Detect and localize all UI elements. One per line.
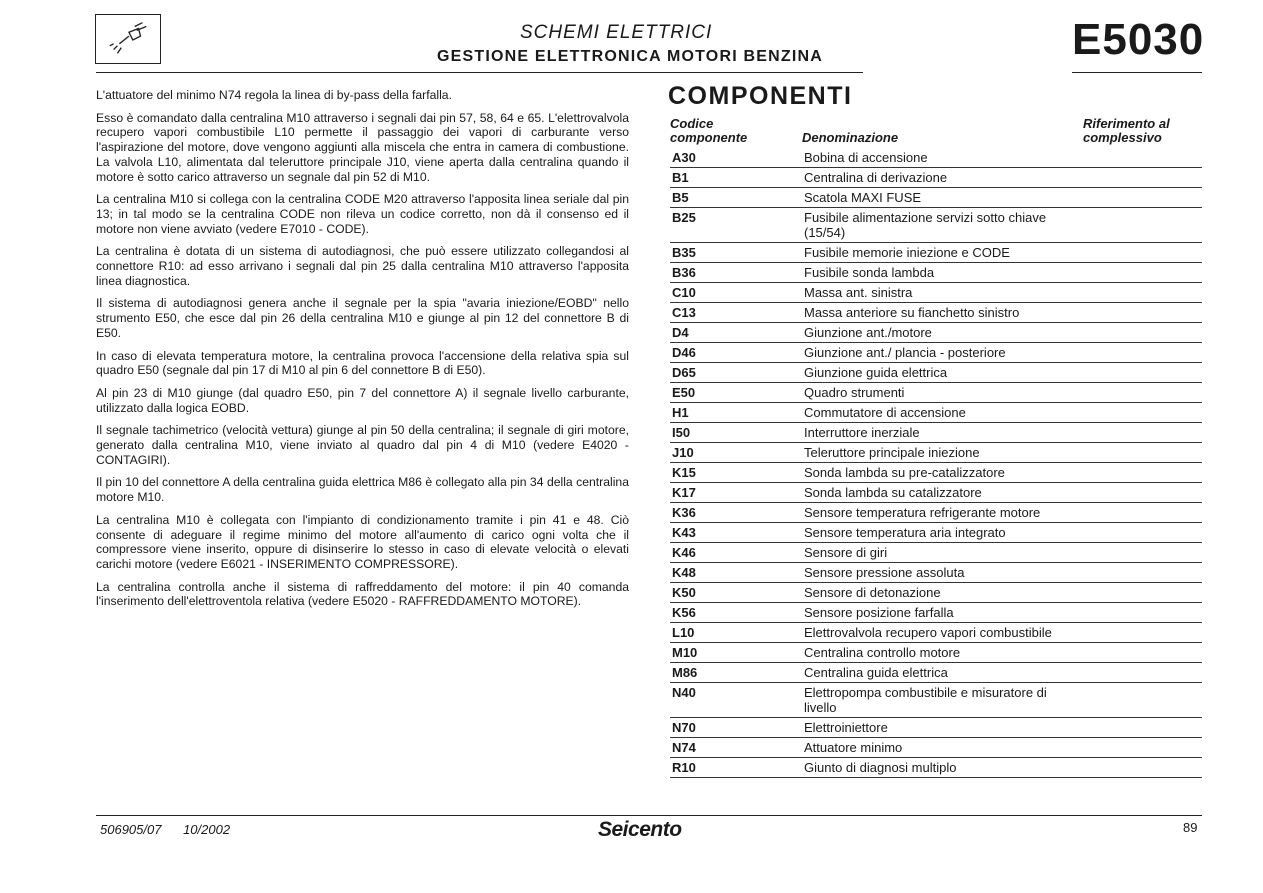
component-reference [1072, 385, 1202, 400]
table-row [670, 563, 1202, 583]
table-row [670, 663, 1202, 683]
component-name: Centralina guida elettrica [804, 665, 948, 680]
component-reference [1072, 665, 1202, 680]
component-reference [1072, 345, 1202, 360]
component-code: D46 [672, 345, 696, 360]
component-reference [1072, 605, 1202, 620]
component-name: Centralina controllo motore [804, 645, 961, 660]
component-code: M86 [672, 665, 698, 680]
table-row [670, 718, 1202, 738]
component-name: Massa anteriore su fianchetto sinistro [804, 305, 1020, 320]
page-subtitle: GESTIONE ELETTRONICA MOTORI BENZINA [437, 48, 824, 65]
component-reference [1072, 170, 1202, 185]
electrical-plug-icon [95, 14, 161, 64]
paragraph: La centralina M10 si collega con la centralina CODE M20 attraverso l'apposita linea seriale dal pin 13; in tal modo se la centralina CODE non rileva un codice corretto, non dà il consenso ed il motore non viene avviato (vedere E7010 - CODE). [96, 192, 629, 236]
component-name: Sonda lambda su pre-catalizzatore [804, 465, 1005, 480]
paragraph: Il segnale tachimetrico (velocità vettura) giunge al pin 50 della centralina; il segnale di giri motore, generato dalla centralina M10, viene inviato al quadro dal pin 4 di M10 (vedere E4020 - CONTAGIRI). [96, 423, 629, 467]
component-code: K15 [672, 465, 696, 480]
component-code: H1 [672, 405, 689, 420]
component-name: Sensore temperatura refrigerante motore [804, 505, 1041, 520]
table-row [670, 383, 1202, 403]
component-code: K48 [672, 565, 696, 580]
table-row [670, 423, 1202, 443]
component-reference [1072, 285, 1202, 300]
component-code: B36 [672, 265, 696, 280]
component-code: I50 [672, 425, 691, 440]
component-reference [1072, 585, 1202, 600]
component-reference [1072, 525, 1202, 540]
component-code: K50 [672, 585, 696, 600]
component-name: Quadro strumenti [804, 385, 905, 400]
table-row [670, 188, 1202, 208]
component-code: N40 [672, 685, 696, 700]
table-row [670, 583, 1202, 603]
component-reference [1072, 210, 1202, 240]
component-name: Scatola MAXI FUSE [804, 190, 922, 205]
component-name: Sensore di detonazione [804, 585, 941, 600]
component-name: Fusibile memorie iniezione e CODE [804, 245, 1010, 260]
table-row [670, 503, 1202, 523]
component-name: Sensore temperatura aria integrato [804, 525, 1006, 540]
table-row [670, 738, 1202, 758]
component-code: N70 [672, 720, 696, 735]
document-number: 506905/07 [100, 822, 162, 837]
description-text [96, 88, 629, 617]
component-name: Fusibile sonda lambda [804, 265, 935, 280]
table-row [670, 523, 1202, 543]
component-reference [1072, 625, 1202, 640]
component-name: Attuatore minimo [804, 740, 903, 755]
table-row [670, 623, 1202, 643]
component-reference [1072, 150, 1202, 165]
table-row [670, 263, 1202, 283]
column-header-ref: Riferimento al complessivo [1083, 116, 1170, 145]
document-code: E5030 [1072, 15, 1205, 64]
table-row [670, 483, 1202, 503]
component-code: B5 [672, 190, 689, 205]
footer-info [100, 822, 248, 837]
component-reference [1072, 245, 1202, 260]
component-reference [1072, 740, 1202, 755]
page-title: SCHEMI ELETTRICI [520, 22, 713, 43]
table-row [670, 463, 1202, 483]
component-code: K17 [672, 485, 696, 500]
table-row [670, 168, 1202, 188]
component-code: C10 [672, 285, 696, 300]
component-code: B25 [672, 210, 696, 225]
component-code: K56 [672, 605, 696, 620]
table-row [670, 403, 1202, 423]
component-code: C13 [672, 305, 696, 320]
component-reference [1072, 465, 1202, 480]
component-reference [1072, 565, 1202, 580]
table-row [670, 758, 1202, 778]
component-name: Commutatore di accensione [804, 405, 966, 420]
component-reference [1072, 190, 1202, 205]
paragraph: Esso è comandato dalla centralina M10 attraverso i segnali dai pin 57, 58, 64 e 65. L'elettrovalvola recupero vapori combustibile L10 permette il passaggio dei vapori di carburante verso l'aspirazione del motore, dove vengono aggiunti alla miscela che entra in camera di combustione. La valvola L10, alimentata dal teleruttore principale J10, viene aperta dalla centralina quando il motore è sotto carico attraverso un segnale dal pin 52 di M10. [96, 110, 629, 184]
component-reference [1072, 425, 1202, 440]
paragraph: Al pin 23 di M10 giunge (dal quadro E50, pin 7 del connettore A) il segnale livello carburante, utilizzato dalla logica EOBD. [96, 385, 629, 415]
component-name: Sensore posizione farfalla [804, 605, 954, 620]
component-name: Sonda lambda su catalizzatore [804, 485, 982, 500]
component-code: J10 [672, 445, 694, 460]
paragraph: Il pin 10 del connettore A della centralina guida elettrica M86 è collegato alla pin 34 della centralina motore M10. [96, 475, 629, 505]
paragraph: La centralina controlla anche il sistema di raffreddamento del motore: il pin 40 comanda l'inserimento dell'elettroventola relativa (vedere E5020 - RAFFREDDAMENTO MOTORE). [96, 579, 629, 609]
table-row [670, 323, 1202, 343]
document-date: 10/2002 [183, 822, 231, 837]
table-row [670, 683, 1202, 718]
component-reference [1072, 365, 1202, 380]
table-row [670, 643, 1202, 663]
component-code: N74 [672, 740, 696, 755]
component-reference [1072, 485, 1202, 500]
component-name: Interruttore inerziale [804, 425, 920, 440]
footer-rule [96, 815, 1202, 816]
header-rule-right [1072, 72, 1202, 73]
table-row [670, 148, 1202, 168]
component-code: L10 [672, 625, 695, 640]
component-code: D65 [672, 365, 696, 380]
component-name: Giunzione ant./motore [804, 325, 932, 340]
component-name: Bobina di accensione [804, 150, 928, 165]
component-name: Sensore di giri [804, 545, 888, 560]
column-header-code: Codice componente [670, 116, 748, 145]
component-name: Giunzione guida elettrica [804, 365, 948, 380]
column-header-name: Denominazione [802, 130, 899, 145]
components-table [670, 148, 1202, 778]
component-reference [1072, 505, 1202, 520]
table-row [670, 283, 1202, 303]
component-name: Sensore pressione assoluta [804, 565, 965, 580]
table-row [670, 343, 1202, 363]
component-name: Elettropompa combustibile e misuratore di livello [804, 685, 1047, 715]
brand-logo: Seicento [598, 818, 682, 841]
component-code: D4 [672, 325, 689, 340]
component-name: Elettrovalvola recupero vapori combustibile [804, 625, 1052, 640]
component-code: K36 [672, 505, 696, 520]
table-row [670, 543, 1202, 563]
paragraph: Il sistema di autodiagnosi genera anche il segnale per la spia "avaria iniezione/EOBD" nello strumento E50, che esce dal pin 26 della centralina M10 e giunge al pin 12 del connettore B di E50. [96, 296, 629, 340]
component-code: R10 [672, 760, 696, 775]
component-reference [1072, 545, 1202, 560]
component-name: Teleruttore principale iniezione [804, 445, 980, 460]
component-name: Massa ant. sinistra [804, 285, 913, 300]
table-row [670, 303, 1202, 323]
component-reference [1072, 685, 1202, 715]
component-code: M10 [672, 645, 698, 660]
component-code: K46 [672, 545, 696, 560]
table-row [670, 443, 1202, 463]
table-row [670, 363, 1202, 383]
table-row [670, 603, 1202, 623]
component-code: K43 [672, 525, 696, 540]
component-reference [1072, 405, 1202, 420]
component-reference [1072, 720, 1202, 735]
component-name: Giunzione ant./ plancia - posteriore [804, 345, 1006, 360]
table-row [670, 243, 1202, 263]
component-reference [1072, 645, 1202, 660]
component-reference [1072, 325, 1202, 340]
page-number: 89 [1183, 820, 1198, 835]
component-code: E50 [672, 385, 696, 400]
component-name: Fusibile alimentazione servizi sotto chiave (15/54) [804, 210, 1047, 240]
component-code: A30 [672, 150, 696, 165]
component-reference [1072, 760, 1202, 775]
components-heading: COMPONENTI [668, 82, 853, 110]
header-rule-left [96, 72, 863, 73]
table-row [670, 208, 1202, 243]
component-name: Elettroiniettore [804, 720, 888, 735]
component-name: Centralina di derivazione [804, 170, 948, 185]
component-code: B35 [672, 245, 696, 260]
component-reference [1072, 445, 1202, 460]
component-code: B1 [672, 170, 689, 185]
paragraph: La centralina M10 è collegata con l'impianto di condizionamento tramite i pin 41 e 48. Ciò consente di adeguare il regime minimo del motore all'aumento di carico ogni volta che il compressore viene inserito, oppure di disinserire lo stesso in caso di elevate velocità o elevati carichi motore (vedere E6021 - INSERIMENTO COMPRESSORE). [96, 512, 629, 571]
component-reference [1072, 265, 1202, 280]
component-reference [1072, 305, 1202, 320]
paragraph: In caso di elevata temperatura motore, la centralina provoca l'accensione della relativa spia sul quadro E50 (segnale dal pin 17 di M10 al pin 6 del connettore B di E50). [96, 348, 629, 378]
paragraph: La centralina è dotata di un sistema di autodiagnosi, che può essere utilizzato collegandosi al connettore R10: ad esso arrivano i segnali dal pin 25 dalla centralina M10 attraverso l'apposita linea diagnostica. [96, 244, 629, 288]
paragraph: L'attuatore del minimo N74 regola la linea di by-pass della farfalla. [96, 88, 452, 102]
component-name: Giunto di diagnosi multiplo [804, 760, 957, 775]
